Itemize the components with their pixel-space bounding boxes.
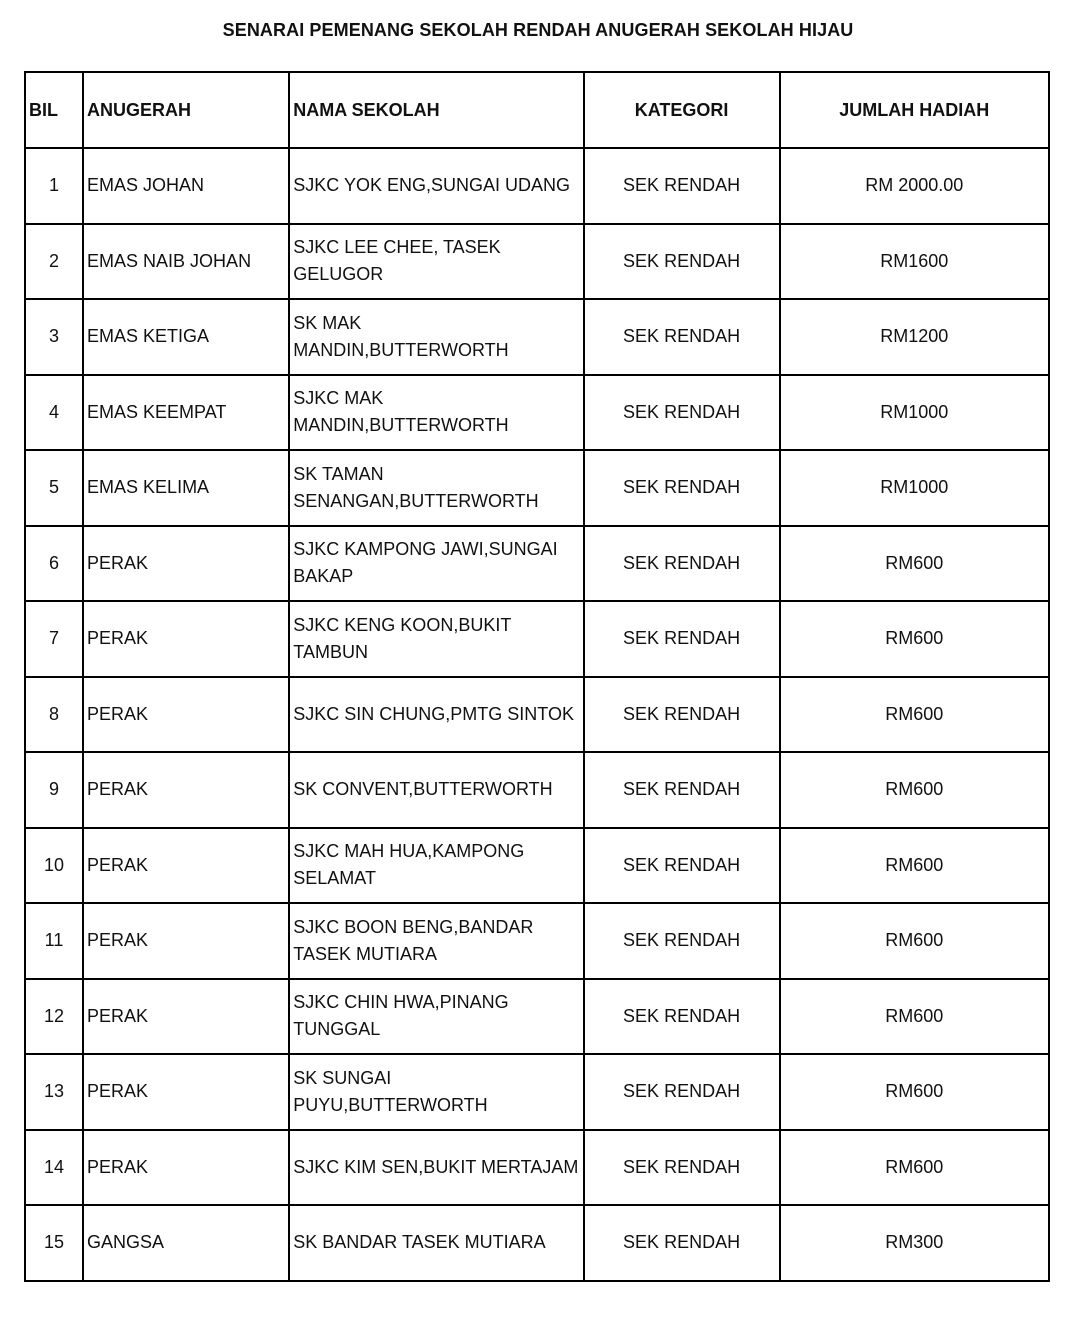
nama-sekolah-cell: SJKC MAH HUA,KAMPONG SELAMAT	[289, 828, 583, 904]
jumlah-hadiah-cell: RM300	[780, 1205, 1050, 1281]
document-title: SENARAI PEMENANG SEKOLAH RENDAH ANUGERAH SEKOLAH HIJAU	[222, 20, 854, 40]
kategori-cell: SEK RENDAH	[584, 677, 780, 753]
bil-cell: 2	[25, 224, 83, 300]
bil-cell: 13	[25, 1054, 83, 1130]
anugerah-cell: PERAK	[83, 601, 289, 677]
table-row	[25, 224, 1049, 300]
bil-cell: 8	[25, 677, 83, 753]
kategori-cell: SEK RENDAH	[584, 1130, 780, 1206]
nama-sekolah-cell: SJKC MAK MANDIN,BUTTERWORTH	[289, 375, 583, 451]
bil-cell: 15	[25, 1205, 83, 1281]
jumlah-hadiah-cell: RM600	[780, 677, 1050, 753]
anugerah-cell: EMAS KEEMPAT	[83, 375, 289, 451]
jumlah-hadiah-cell: RM600	[780, 1054, 1050, 1130]
jumlah-hadiah-cell: RM600	[780, 828, 1050, 904]
anugerah-cell: PERAK	[83, 752, 289, 828]
anugerah-cell: PERAK	[83, 903, 289, 979]
table-row	[25, 1205, 1049, 1281]
bil-cell: 5	[25, 450, 83, 526]
kategori-cell: SEK RENDAH	[584, 299, 780, 375]
bil-cell: 4	[25, 375, 83, 451]
anugerah-cell: GANGSA	[83, 1205, 289, 1281]
header-bil: BIL	[25, 72, 83, 148]
table-row	[25, 601, 1049, 677]
kategori-cell: SEK RENDAH	[584, 450, 780, 526]
header-kategori: KATEGORI	[584, 72, 780, 148]
table-row	[25, 450, 1049, 526]
table-row	[25, 1054, 1049, 1130]
bil-cell: 12	[25, 979, 83, 1055]
anugerah-cell: EMAS KELIMA	[83, 450, 289, 526]
header-jumlah-hadiah: JUMLAH HADIAH	[780, 72, 1050, 148]
table-header-row	[25, 72, 1049, 148]
kategori-cell: SEK RENDAH	[584, 224, 780, 300]
bil-cell: 9	[25, 752, 83, 828]
nama-sekolah-cell: SJKC CHIN HWA,PINANG TUNGGAL	[289, 979, 583, 1055]
anugerah-cell: EMAS KETIGA	[83, 299, 289, 375]
nama-sekolah-cell: SK TAMAN SENANGAN,BUTTERWORTH	[289, 450, 583, 526]
winners-table	[24, 71, 1050, 1282]
jumlah-hadiah-cell: RM600	[780, 979, 1050, 1055]
bil-cell: 11	[25, 903, 83, 979]
jumlah-hadiah-cell: RM600	[780, 903, 1050, 979]
jumlah-hadiah-cell: RM600	[780, 526, 1050, 602]
bil-cell: 7	[25, 601, 83, 677]
nama-sekolah-cell: SJKC KAMPONG JAWI,SUNGAI BAKAP	[289, 526, 583, 602]
jumlah-hadiah-cell: RM600	[780, 752, 1050, 828]
anugerah-cell: PERAK	[83, 526, 289, 602]
anugerah-cell: PERAK	[83, 979, 289, 1055]
bil-cell: 6	[25, 526, 83, 602]
anugerah-cell: PERAK	[83, 828, 289, 904]
nama-sekolah-cell: SJKC SIN CHUNG,PMTG SINTOK	[289, 677, 583, 753]
jumlah-hadiah-cell: RM1000	[780, 450, 1050, 526]
kategori-cell: SEK RENDAH	[584, 903, 780, 979]
anugerah-cell: PERAK	[83, 1130, 289, 1206]
kategori-cell: SEK RENDAH	[584, 375, 780, 451]
kategori-cell: SEK RENDAH	[584, 526, 780, 602]
anugerah-cell: PERAK	[83, 677, 289, 753]
nama-sekolah-cell: SK CONVENT,BUTTERWORTH	[289, 752, 583, 828]
kategori-cell: SEK RENDAH	[584, 1054, 780, 1130]
kategori-cell: SEK RENDAH	[584, 148, 780, 224]
kategori-cell: SEK RENDAH	[584, 979, 780, 1055]
header-nama-sekolah: NAMA SEKOLAH	[289, 72, 583, 148]
jumlah-hadiah-cell: RM600	[780, 1130, 1050, 1206]
anugerah-cell: PERAK	[83, 1054, 289, 1130]
table-row	[25, 148, 1049, 224]
kategori-cell: SEK RENDAH	[584, 752, 780, 828]
table-row	[25, 526, 1049, 602]
table-row	[25, 1130, 1049, 1206]
table-row	[25, 375, 1049, 451]
bil-cell: 1	[25, 148, 83, 224]
jumlah-hadiah-cell: RM600	[780, 601, 1050, 677]
nama-sekolah-cell: SJKC BOON BENG,BANDAR TASEK MUTIARA	[289, 903, 583, 979]
anugerah-cell: EMAS NAIB JOHAN	[83, 224, 289, 300]
nama-sekolah-cell: SK MAK MANDIN,BUTTERWORTH	[289, 299, 583, 375]
nama-sekolah-cell: SJKC KIM SEN,BUKIT MERTAJAM	[289, 1130, 583, 1206]
jumlah-hadiah-cell: RM1600	[780, 224, 1050, 300]
bil-cell: 3	[25, 299, 83, 375]
nama-sekolah-cell: SK BANDAR TASEK MUTIARA	[289, 1205, 583, 1281]
kategori-cell: SEK RENDAH	[584, 601, 780, 677]
jumlah-hadiah-cell: RM1000	[780, 375, 1050, 451]
kategori-cell: SEK RENDAH	[584, 1205, 780, 1281]
table-body	[25, 148, 1049, 1281]
table-row	[25, 752, 1049, 828]
header-anugerah: ANUGERAH	[83, 72, 289, 148]
nama-sekolah-cell: SJKC KENG KOON,BUKIT TAMBUN	[289, 601, 583, 677]
bil-cell: 10	[25, 828, 83, 904]
table-row	[25, 299, 1049, 375]
nama-sekolah-cell: SJKC LEE CHEE, TASEK GELUGOR	[289, 224, 583, 300]
nama-sekolah-cell: SJKC YOK ENG,SUNGAI UDANG	[289, 148, 583, 224]
table-row	[25, 979, 1049, 1055]
nama-sekolah-cell: SK SUNGAI PUYU,BUTTERWORTH	[289, 1054, 583, 1130]
table-row	[25, 677, 1049, 753]
anugerah-cell: EMAS JOHAN	[83, 148, 289, 224]
jumlah-hadiah-cell: RM1200	[780, 299, 1050, 375]
table-row	[25, 828, 1049, 904]
table-row	[25, 903, 1049, 979]
kategori-cell: SEK RENDAH	[584, 828, 780, 904]
bil-cell: 14	[25, 1130, 83, 1206]
jumlah-hadiah-cell: RM 2000.00	[780, 148, 1050, 224]
